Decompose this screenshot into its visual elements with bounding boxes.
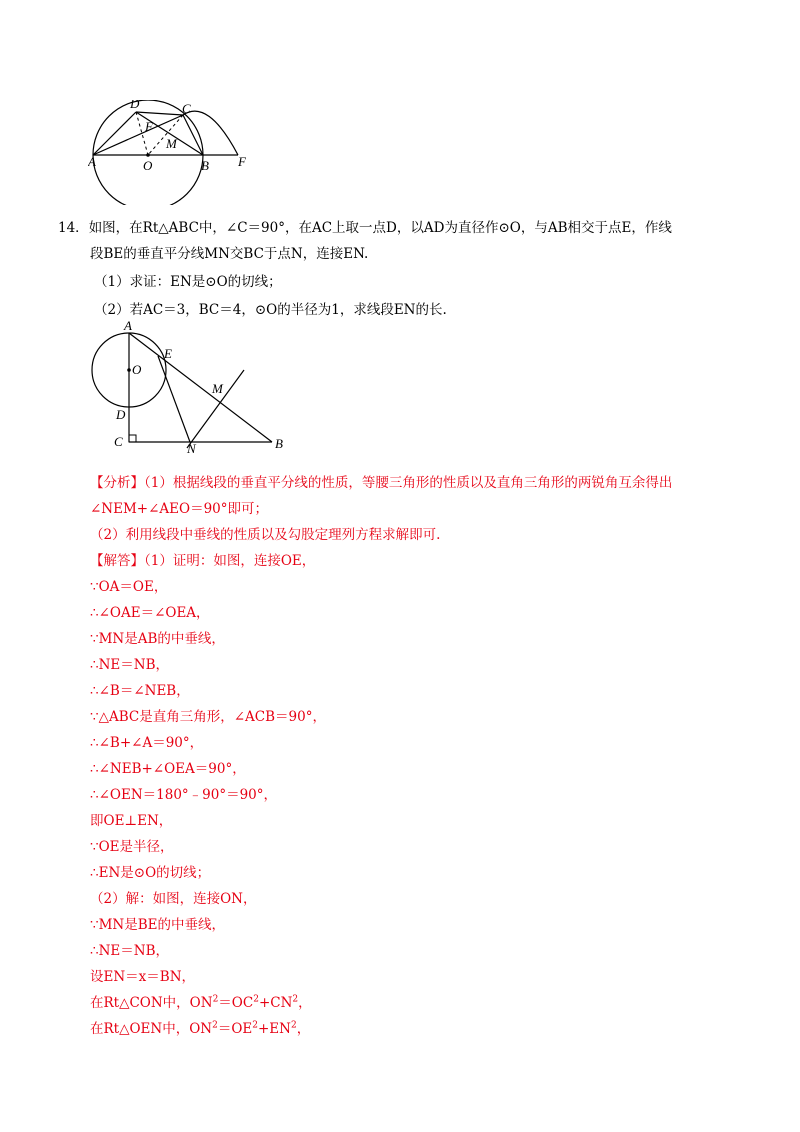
label-f-inner: F (145, 119, 153, 134)
eq2-mid1: ＝OE (217, 1021, 253, 1037)
label-n: N (187, 441, 196, 453)
label-o2: O (132, 362, 142, 377)
eq1-suffix: ， (298, 995, 312, 1011)
figure-right-triangle (82, 318, 292, 453)
answer-line: 即OE⊥EN， (90, 813, 173, 829)
analysis-tag: 【分析】 (90, 475, 144, 491)
analysis-line-1 (90, 471, 672, 491)
answer-line: ∴∠OEN＝180°﹣90°＝90°， (90, 787, 278, 803)
eq1-exp3: 2 (292, 994, 299, 1005)
label-m: M (166, 136, 177, 151)
label-e: E (164, 346, 172, 361)
eq2-exp2: 2 (252, 1020, 258, 1031)
answer-line: ∴NE＝NB， (90, 943, 169, 959)
analysis-line-3: （2）利用线段中垂线的性质以及勾股定理列方程求解即可. (90, 527, 441, 543)
answer-line: ∵OE是半径， (90, 839, 174, 855)
label-a2: A (124, 318, 132, 333)
eq1-exp2: 2 (253, 994, 259, 1005)
answer-line: ∴∠NEB+∠OEA＝90°， (90, 761, 246, 777)
answer-line: ∵△ABC是直角三角形，∠ACB＝90°， (90, 709, 326, 725)
question-line-2: 段BE的垂直平分线MN交BC于点N，连接EN. (90, 246, 369, 262)
eq1-prefix: 在Rt△CON中，ON (90, 995, 213, 1011)
label-b2: B (275, 436, 283, 451)
answer-line: ∴∠B＝∠NEB， (90, 683, 190, 699)
eq1-mid2: +CN (258, 995, 293, 1011)
analysis-line-2: ∠NEM+∠AEO＝90°即可； (90, 501, 269, 517)
analysis-text-1: （1）根据线段的垂直平分线的性质，等腰三角形的性质以及直角三角形的两锐角互余得出 (144, 475, 673, 491)
question-text-1: 如图，在Rt△ABC中，∠C＝90°，在AC上取一点D，以AD为直径作⊙O，与AB相交于点E，作线 (88, 220, 672, 236)
figure-circle-tangent (88, 100, 258, 205)
label-o: O (143, 158, 153, 173)
answer-line: （2）解：如图，连接ON， (90, 891, 257, 907)
answer-line: ∵OA＝OE， (90, 579, 168, 595)
eq2-prefix: 在Rt△OEN中，ON (90, 1021, 213, 1037)
eq1-exp1: 2 (212, 994, 219, 1005)
answer-line: ∵MN是AB的中垂线， (90, 631, 225, 647)
answer-equation-2 (90, 1017, 310, 1037)
question-line-1 (58, 216, 672, 236)
answer-line: ∴∠B+∠A＝90°， (90, 735, 204, 751)
eq2-mid2: +EN (258, 1021, 291, 1037)
answer-tag: 【解答】 (90, 553, 144, 569)
question-number: 14． (58, 220, 89, 236)
label-m2: M (212, 381, 223, 396)
answer-line: ∵MN是BE的中垂线， (90, 917, 225, 933)
label-b: B (201, 158, 209, 173)
eq2-exp3: 2 (290, 1020, 297, 1031)
eq2-exp1: 2 (212, 1020, 218, 1031)
label-c2: C (114, 434, 123, 449)
answer-line: ∴NE＝NB， (90, 657, 169, 673)
label-c: C (182, 101, 191, 116)
answer-line-0 (90, 549, 315, 569)
answer-equation-1 (90, 991, 312, 1011)
label-f-outer: F (238, 154, 246, 169)
eq2-suffix: ， (296, 1021, 311, 1037)
answer-text-0: （1）证明：如图，连接OE， (144, 553, 316, 569)
question-part-2: （2）若AC＝3，BC＝4，⊙O的半径为1，求线段EN的长. (94, 302, 447, 318)
answer-line: ∴∠OAE＝∠OEA， (90, 605, 210, 621)
eq1-mid1: ＝OC (218, 995, 254, 1011)
answer-line: 设EN＝x＝BN， (90, 969, 196, 985)
question-part-1: （1）求证：EN是⊙O的切线； (94, 274, 282, 290)
answer-line: ∴EN是⊙O的切线； (90, 865, 211, 881)
label-d2: D (116, 407, 126, 422)
label-d: D (130, 100, 140, 111)
label-a: A (88, 154, 96, 169)
